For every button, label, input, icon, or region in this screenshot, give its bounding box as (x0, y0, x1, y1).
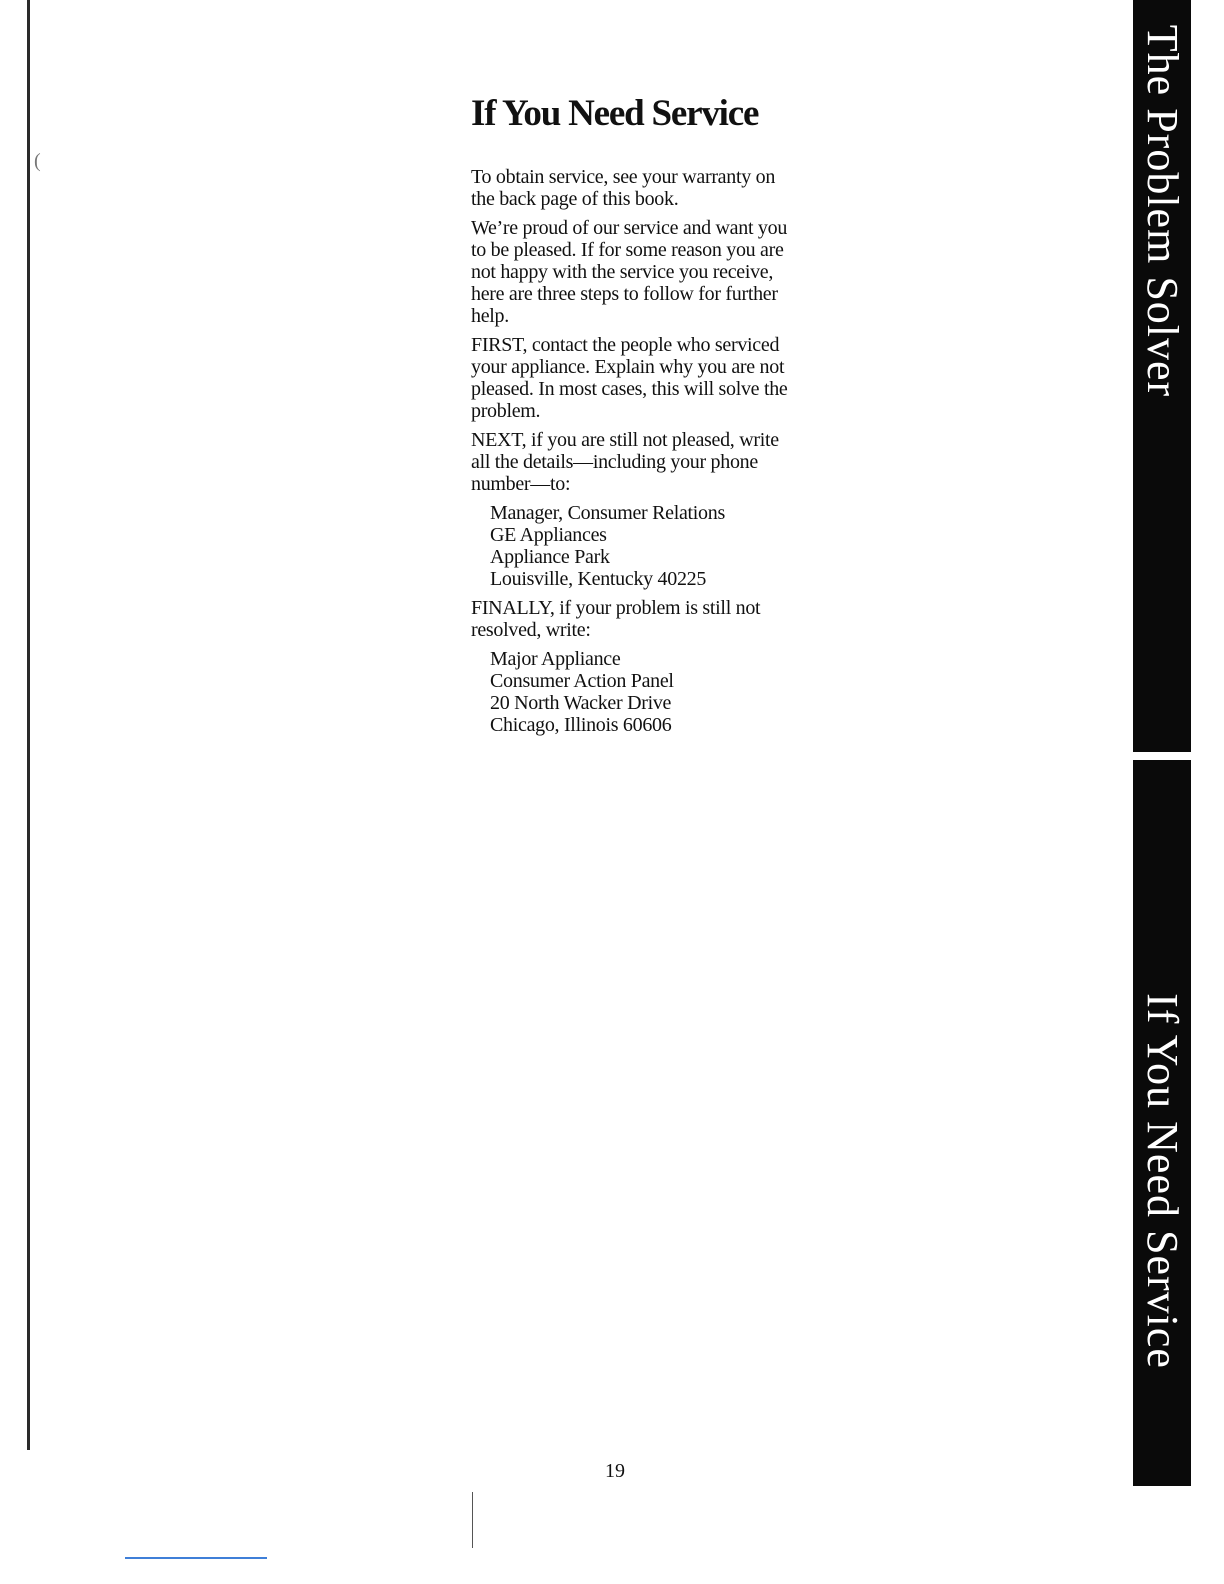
page-title: If You Need Service (471, 93, 759, 134)
scan-line (472, 1492, 473, 1548)
scan-mark: ( (34, 150, 41, 172)
binding-line (27, 0, 30, 1450)
paragraph-finally-step: FINALLY, if your problem is still not resolved, write: (471, 597, 761, 641)
side-tab-label: If You Need Service (1138, 993, 1187, 1369)
address-line: Major Appliance (490, 648, 621, 670)
bottom-rule (125, 1557, 267, 1559)
side-tab-label: The Problem Solver (1138, 24, 1187, 397)
side-tab-if-you-need-service (1133, 760, 1191, 1486)
paragraph-proud-of-service: We’re proud of our service and want you to be pleased. If for some reason you are not happy with the service you receive, here are three steps to follow for further help. (471, 217, 788, 327)
paragraph-warranty: To obtain service, see your warranty on the back page of this book. (471, 166, 776, 210)
address-line: Appliance Park (490, 546, 610, 568)
address-line: Consumer Action Panel (490, 670, 674, 692)
address-line: Louisville, Kentucky 40225 (490, 568, 707, 590)
main-content (471, 92, 791, 743)
page-number: 19 (605, 1460, 625, 1482)
address-consumer-relations (490, 502, 791, 590)
paragraph-first-step: FIRST, contact the people who serviced your appliance. Explain why you are not pleased. In most cases, this will solve the problem. (471, 334, 788, 422)
paragraph-next-step: NEXT, if you are still not pleased, write all the details—including your phone number—to: (471, 429, 779, 495)
address-line: 20 North Wacker Drive (490, 692, 672, 714)
address-line: Chicago, Illinois 60606 (490, 714, 672, 736)
address-line: Manager, Consumer Relations (490, 502, 725, 524)
side-tab-problem-solver (1133, 0, 1191, 752)
address-line: GE Appliances (490, 524, 607, 546)
address-consumer-action-panel (490, 648, 791, 736)
